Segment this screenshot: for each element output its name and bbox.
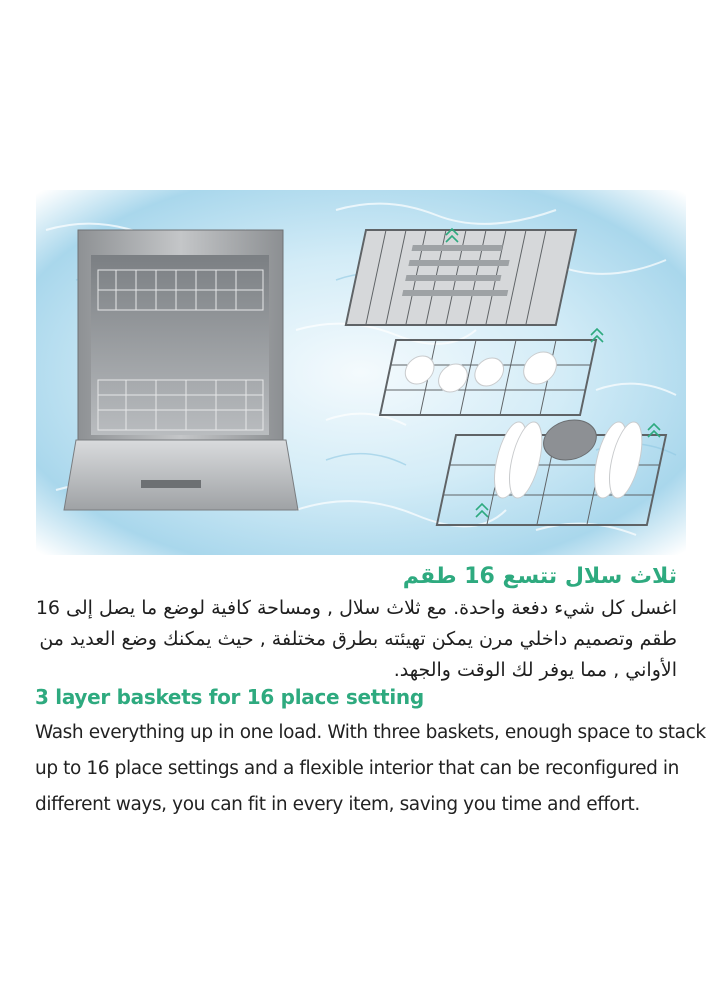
english-body-line: Wash everything up in one load. With three baskets, enough space to stack — [35, 722, 706, 743]
arabic-heading: ثلاث سلال تتسع 16 طقم — [402, 564, 677, 589]
dishwasher-image — [64, 230, 298, 510]
arabic-body-line: الأواني , مما يوفر لك الوقت والجهد. — [393, 659, 677, 681]
arabic-body — [27, 593, 677, 686]
hero-image — [36, 190, 686, 555]
arabic-body-line: اغسل كل شيء دفعة واحدة. مع ثلاث سلال , ومساحة كافية لوضع ما يصل إلى 16 — [35, 597, 677, 619]
english-heading: 3 layer baskets for 16 place setting — [35, 685, 424, 709]
arabic-body-line: طقم وتصميم داخلي مرن يمكن تهيئته بطرق مختلفة , حيث يمكنك وضع العديد من — [39, 628, 677, 650]
english-body — [35, 715, 706, 823]
english-body-line: different ways, you can fit in every item, saving you time and effort. — [35, 794, 640, 815]
english-body-line: up to 16 place settings and a flexible interior that can be reconfigured in — [35, 758, 679, 779]
